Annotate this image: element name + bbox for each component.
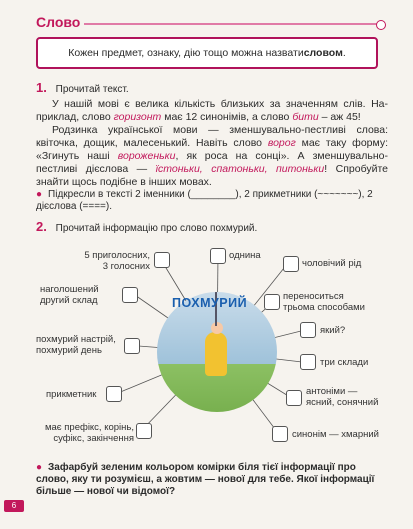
info-singular: однина [229, 250, 261, 261]
task-2-text: Прочитай інформацію про слово похмурий. [55, 223, 258, 234]
para-highlight: вороженьки [117, 150, 176, 162]
definition-suffix: . [342, 47, 346, 59]
checkbox-stress[interactable] [122, 287, 138, 303]
info-morphemes: має префікс, корінь, суфікс, закінчення [44, 422, 134, 444]
checkbox-syllables[interactable] [300, 354, 316, 370]
para-text: має таку форму: «Згинуть наші [36, 137, 389, 162]
child-head [211, 322, 223, 334]
info-consonants: 5 приголосних, 3 голосних [84, 250, 150, 272]
task-1-number: 1. [36, 80, 47, 95]
child-figure [205, 332, 227, 376]
info-adjective: прикметник [46, 389, 97, 400]
definition-text: Кожен предмет, ознаку, дію тощо можна назвати [68, 47, 304, 59]
para-text: ! Спробуйте знайти щось подібне в інших мовах. [36, 163, 388, 188]
info-syllables: три склади [320, 357, 369, 368]
info-antonyms: антоніми — ясний, сонячний [306, 386, 379, 408]
checkbox-singular[interactable] [210, 248, 226, 264]
task-2-number: 2. [36, 219, 47, 234]
para-highlight: їстоньки, спатоньки, питоньки [155, 163, 325, 175]
checkbox-adjective[interactable] [106, 386, 122, 402]
para-text: Родзинка української мови — зменшувально-пестливі слова: квіточка, дощик, малесенький. Навіть слово [36, 124, 388, 149]
checkbox-question[interactable] [300, 322, 316, 338]
info-question: який? [320, 325, 346, 336]
info-stress: наголошений другий склад [40, 284, 99, 306]
checkbox-phrases[interactable] [124, 338, 140, 354]
footer-text: Зафарбуй зеленим кольором комірки біля тієї інформації про слово, яку ти розумієш, а жовтим — нової для тебе. Якої інформації більше — нової чи відомої? [36, 462, 375, 497]
info-phrases: похмурий настрій, похмурий день [36, 334, 116, 356]
para-text: має 12 синонімів, а слово [161, 111, 293, 123]
bullet-icon: ● [36, 189, 43, 200]
task-1-text: Прочитай текст. [55, 84, 129, 95]
checkbox-antonyms[interactable] [286, 390, 302, 406]
checkbox-synonym[interactable] [272, 426, 288, 442]
para-highlight: бити [292, 111, 319, 123]
checkbox-morphemes[interactable] [136, 423, 152, 439]
bullet-text: Підкресли в тексті 2 іменники (________), 2 прикметники (~~~~~~~), 2 дієслова (====). [36, 189, 373, 212]
page-number: 6 [4, 500, 24, 512]
info-synonym: синонім — хмарний [292, 429, 379, 440]
checkbox-hyphenation[interactable] [264, 294, 280, 310]
page-title: Слово [36, 14, 81, 30]
para-text: У нашій мові є велика кількість близьких за значенням слів. На- приклад, слово [36, 98, 388, 123]
definition-keyword: словом [303, 47, 343, 59]
info-hyphenation: переноситься трьома способами [283, 291, 365, 313]
para-highlight: горизонт [113, 111, 162, 123]
para-highlight: ворог [267, 137, 296, 149]
bullet-icon: ● [36, 462, 43, 473]
checkbox-masculine[interactable] [283, 256, 299, 272]
para-text: , як роса на сонці». А зменшувально- пестливі дієслова — [36, 150, 388, 175]
info-masculine: чоловічий рід [302, 258, 362, 269]
center-illustration [157, 292, 277, 412]
center-word: ПОХМУРИЙ [172, 296, 248, 310]
checkbox-consonants[interactable] [154, 252, 170, 268]
footer-task [36, 462, 376, 498]
para-text: – аж 45! [318, 111, 361, 123]
